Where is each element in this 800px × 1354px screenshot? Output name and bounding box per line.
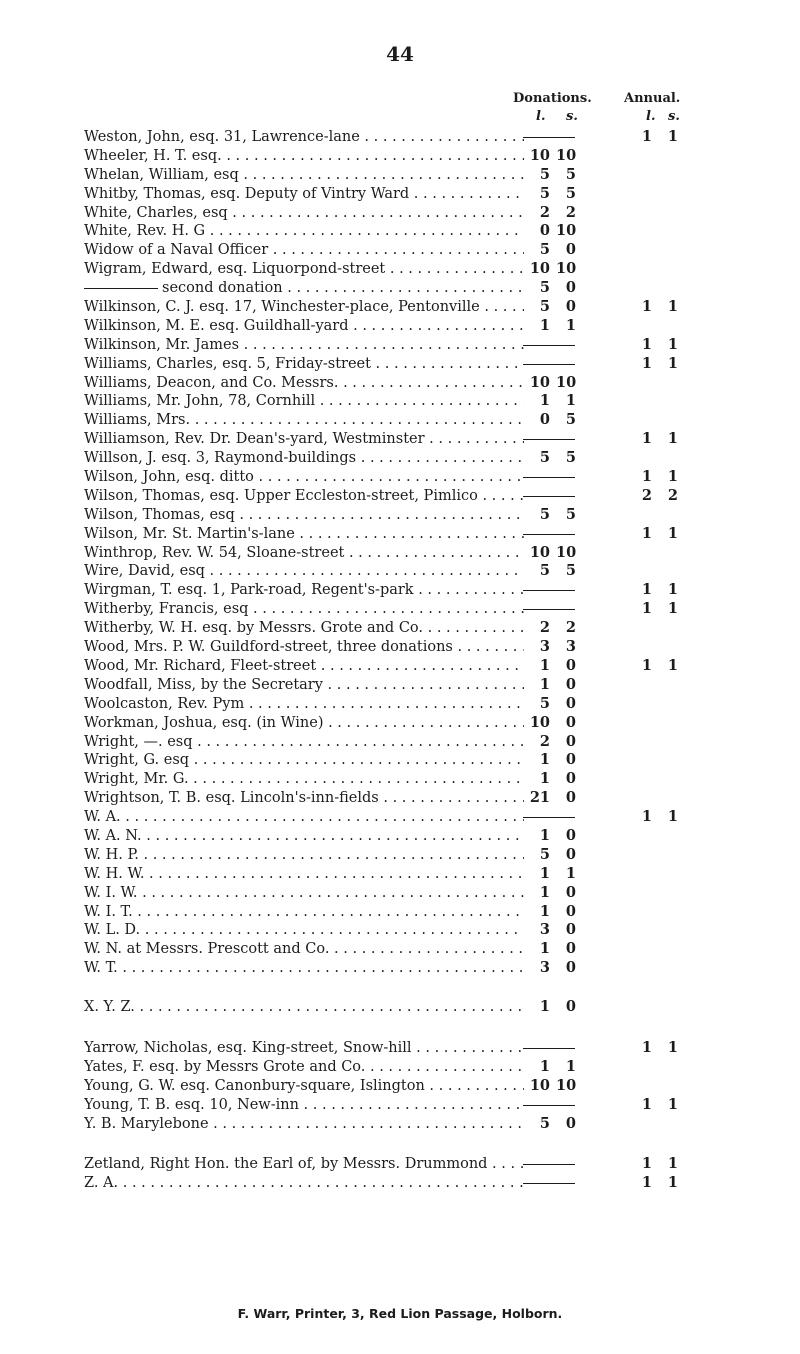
- subscriber-name-text: Wigram, Edward, esq. Liquorpond-street: [84, 261, 386, 278]
- subscriber-list: [0, 128, 800, 1193]
- subscriber-name-text: Williamson, Rev. Dr. Dean's-yard, Westminster: [84, 431, 425, 448]
- subscriber-name: [84, 808, 524, 827]
- list-item: [0, 581, 800, 600]
- donation-blank-dash: [523, 534, 575, 535]
- subscriber-name-text: W. T.: [84, 960, 118, 977]
- list-item: [0, 657, 800, 676]
- donation-shillings: 10: [556, 260, 577, 278]
- subscriber-name-text: Wilkinson, C. J. esq. 17, Winchester-place, Pentonville: [84, 299, 480, 316]
- donation-blank-dash: [523, 496, 575, 497]
- donation-pounds: 1: [539, 675, 550, 693]
- list-item: [0, 147, 800, 166]
- donation-pounds: 3: [539, 638, 550, 656]
- donations-pounds-header: l.: [536, 109, 546, 124]
- list-item: [0, 940, 800, 959]
- annual-shillings: 1: [667, 354, 678, 372]
- annual-pounds: 1: [641, 524, 652, 542]
- donation-blank-dash: [523, 137, 575, 138]
- list-item: [0, 241, 800, 260]
- donation-shillings: 5: [565, 562, 576, 580]
- subscriber-name: [84, 260, 524, 279]
- subscriber-name: [84, 846, 524, 865]
- donation-pounds: 1: [539, 902, 550, 920]
- annual-shillings: 1: [667, 581, 678, 599]
- subscriber-name-text: Wright, G. esq: [84, 752, 190, 769]
- subscriber-name-text: second donation: [162, 280, 283, 297]
- subscriber-name-text: W. A. N.: [84, 827, 142, 844]
- subscriber-name-text: Wilkinson, Mr. James: [84, 336, 240, 353]
- subscriber-name-text: Wheeler, H. T. esq.: [84, 147, 222, 164]
- annual-pounds: 1: [641, 354, 652, 372]
- subscriber-name-text: W. N. at Messrs. Prescott and Co.: [84, 941, 330, 958]
- subscriber-name-text: Wilkinson, M. E. esq. Guildhall-yard: [84, 317, 349, 334]
- donation-blank-dash: [523, 609, 575, 610]
- annual-shillings: 1: [667, 430, 678, 448]
- list-item: [0, 298, 800, 317]
- subscriber-name-text: Wilson, Thomas, esq: [84, 506, 235, 523]
- subscriber-name-text: Workman, Joshua, esq. (in Wine): [84, 714, 324, 731]
- donation-shillings: 0: [565, 1114, 576, 1132]
- donation-pounds: 5: [539, 165, 550, 183]
- annual-pounds-header: l.: [646, 109, 656, 124]
- donation-pounds: 5: [539, 562, 550, 580]
- subscriber-name: [84, 374, 524, 393]
- annual-pounds: 1: [641, 1095, 652, 1113]
- subscriber-name-text: W. A.: [84, 809, 121, 826]
- donation-shillings: 0: [565, 883, 576, 901]
- subscriber-name: [84, 241, 524, 260]
- donation-shillings: 0: [565, 241, 576, 259]
- donation-shillings: 0: [565, 675, 576, 693]
- list-item: [0, 1174, 800, 1193]
- list-item: [0, 468, 800, 487]
- donation-shillings: 0: [565, 713, 576, 731]
- donation-blank-dash: [523, 345, 575, 346]
- subscriber-name: [84, 1096, 524, 1115]
- list-item: [0, 959, 800, 978]
- subscriber-name-text: W. I. W.: [84, 884, 138, 901]
- printer-imprint: F. Warr, Printer, 3, Red Lion Passage, Holborn.: [237, 1306, 563, 1321]
- annual-pounds: 1: [641, 335, 652, 353]
- list-item: [0, 430, 800, 449]
- subscriber-name-text: Wilson, Mr. St. Martin's-lane: [84, 525, 295, 542]
- donation-shillings: 10: [556, 222, 577, 240]
- subscriber-name: [84, 128, 524, 147]
- list-item: [0, 998, 800, 1017]
- subscriber-name: [84, 619, 524, 638]
- subscriber-name: [84, 714, 524, 733]
- annual-shillings: 1: [667, 1155, 678, 1173]
- list-item: [0, 487, 800, 506]
- subscriber-name: [84, 789, 524, 808]
- donation-shillings: 10: [556, 373, 577, 391]
- donation-pounds: 1: [539, 316, 550, 334]
- list-item: [0, 846, 800, 865]
- subscriber-name: [84, 185, 524, 204]
- annual-shillings: 1: [667, 524, 678, 542]
- donation-shillings: 5: [565, 449, 576, 467]
- subscriber-name: [84, 411, 524, 430]
- list-item: [0, 1058, 800, 1077]
- subscriber-name: [84, 298, 524, 317]
- list-item: [0, 392, 800, 411]
- list-item: [0, 1096, 800, 1115]
- annual-shillings: 1: [667, 1095, 678, 1113]
- list-item: [0, 600, 800, 619]
- list-item: [0, 260, 800, 279]
- subscriber-name-text: Z. A.: [84, 1175, 119, 1192]
- donation-blank-dash: [523, 817, 575, 818]
- subscriber-name: [84, 1077, 524, 1096]
- list-item: [0, 903, 800, 922]
- list-item: [0, 562, 800, 581]
- subscriber-name: [84, 355, 524, 374]
- subscriber-name: [84, 525, 524, 544]
- list-item: [0, 827, 800, 846]
- donation-pounds: 10: [529, 1076, 550, 1094]
- subscriber-name-text: Williams, Charles, esq. 5, Friday-street: [84, 355, 371, 372]
- list-item: [0, 222, 800, 241]
- donation-pounds: 2: [539, 732, 550, 750]
- list-item: [0, 317, 800, 336]
- subscriber-name-text: W. H. W.: [84, 865, 145, 882]
- subscriber-name-text: Zetland, Right Hon. the Earl of, by Messrs. Drummond: [84, 1156, 488, 1173]
- subscriber-name-text: W. I. T.: [84, 903, 133, 920]
- subscriber-name: [84, 940, 524, 959]
- subscriber-name-text: Witherby, Francis, esq: [84, 601, 249, 618]
- donation-pounds: 10: [529, 543, 550, 561]
- donation-blank-dash: [523, 1164, 575, 1165]
- subscriber-name-text: Yates, F. esq. by Messrs Grote and Co.: [84, 1058, 366, 1075]
- donation-pounds: 5: [539, 298, 550, 316]
- annual-shillings: 2: [667, 486, 678, 504]
- list-item: [0, 808, 800, 827]
- donation-pounds: 2: [539, 619, 550, 637]
- donations-shillings-header: s.: [566, 109, 578, 124]
- subscriber-name: [84, 506, 524, 525]
- donation-pounds: 5: [539, 845, 550, 863]
- subscriber-name-text: Whitby, Thomas, esq. Deputy of Vintry Ward: [84, 185, 410, 202]
- donation-pounds: 1: [539, 864, 550, 882]
- subscriber-name: [84, 959, 524, 978]
- donation-pounds: 1: [539, 751, 550, 769]
- subscriber-name-text: Young, G. W. esq. Canonbury-square, Islington: [84, 1077, 425, 1094]
- annual-pounds: 1: [641, 430, 652, 448]
- annual-shillings-header: s.: [668, 109, 680, 124]
- group-spacer: [0, 1133, 800, 1155]
- subscriber-name: [84, 865, 524, 884]
- subscriber-name-text: W. L. D.: [84, 922, 141, 939]
- list-item: [0, 279, 800, 298]
- subscriber-name-text: Williams, Mr. John, 78, Cornhill: [84, 393, 316, 410]
- donation-pounds: 10: [529, 713, 550, 731]
- list-item: [0, 676, 800, 695]
- subscriber-name: [84, 1039, 524, 1058]
- donation-shillings: 0: [565, 279, 576, 297]
- annual-shillings: 1: [667, 335, 678, 353]
- list-item: [0, 733, 800, 752]
- donation-blank-dash: [523, 1183, 575, 1184]
- subscriber-name-text: White, Charles, esq: [84, 204, 228, 221]
- donation-blank-dash: [523, 477, 575, 478]
- donation-pounds: 5: [539, 184, 550, 202]
- subscriber-name-text: Wright, —. esq: [84, 733, 193, 750]
- subscriber-name: [84, 562, 524, 581]
- subscriber-name-text: Woodfall, Miss, by the Secretary: [84, 676, 323, 693]
- donation-shillings: 10: [556, 1076, 577, 1094]
- subscriber-name-text: Wirgman, T. esq. 1, Park-road, Regent's-park: [84, 582, 414, 599]
- subscriber-name-text: Wire, David, esq: [84, 563, 205, 580]
- annual-pounds: 1: [641, 298, 652, 316]
- donation-shillings: 0: [565, 845, 576, 863]
- donation-pounds: 0: [539, 222, 550, 240]
- annual-pounds: 1: [641, 1174, 652, 1192]
- subscriber-name-text: Wrightson, T. B. esq. Lincoln's-inn-fields: [84, 790, 379, 807]
- list-item: [0, 411, 800, 430]
- subscriber-name-text: Williams, Mrs.: [84, 412, 191, 429]
- subscriber-name-text: Willson, J. esq. 3, Raymond-buildings: [84, 450, 357, 467]
- list-item: [0, 1077, 800, 1096]
- annual-shillings: 1: [667, 128, 678, 145]
- list-item: [0, 714, 800, 733]
- list-item: [0, 166, 800, 185]
- donation-shillings: 2: [565, 203, 576, 221]
- donation-pounds: 1: [539, 656, 550, 674]
- subscriber-name: [84, 827, 524, 846]
- donation-pounds: 10: [529, 146, 550, 164]
- donation-pounds: 5: [539, 279, 550, 297]
- list-item: [0, 619, 800, 638]
- page-number: 44: [386, 42, 414, 66]
- annual-shillings: 1: [667, 1038, 678, 1056]
- subscriber-name: [84, 487, 524, 506]
- subscriber-name-text: Y. B. Marylebone: [84, 1115, 209, 1132]
- subscriber-name: [84, 581, 524, 600]
- donation-shillings: 0: [565, 656, 576, 674]
- donation-pounds: 21: [529, 789, 550, 807]
- donations-header: Donations.: [513, 91, 592, 106]
- subscriber-name: [84, 392, 524, 411]
- list-item: [0, 1155, 800, 1174]
- donation-shillings: 3: [565, 638, 576, 656]
- donation-shillings: 10: [556, 543, 577, 561]
- donation-shillings: 0: [565, 940, 576, 958]
- annual-shillings: 1: [667, 600, 678, 618]
- list-item: [0, 374, 800, 393]
- donation-blank-dash: [523, 1048, 575, 1049]
- list-item: [0, 1039, 800, 1058]
- subscriber-name-text: X. Y. Z.: [84, 999, 135, 1016]
- annual-header: Annual.: [624, 91, 681, 106]
- annual-shillings: 1: [667, 1174, 678, 1192]
- subscriber-name: [84, 279, 524, 298]
- list-item: [0, 336, 800, 355]
- donation-pounds: 5: [539, 449, 550, 467]
- donation-pounds: 1: [539, 998, 550, 1016]
- donation-pounds: 5: [539, 241, 550, 259]
- donation-shillings: 2: [565, 619, 576, 637]
- donation-pounds: 1: [539, 392, 550, 410]
- donation-pounds: 3: [539, 921, 550, 939]
- donation-pounds: 1: [539, 770, 550, 788]
- subscriber-name-text: Wright, Mr. G.: [84, 771, 189, 788]
- subscriber-name: [84, 998, 524, 1017]
- subscriber-name: [84, 147, 524, 166]
- list-item: [0, 770, 800, 789]
- subscriber-name: [84, 600, 524, 619]
- list-item: [0, 355, 800, 374]
- subscriber-name: [84, 770, 524, 789]
- subscriber-name: [84, 430, 524, 449]
- subscriber-name: [84, 336, 524, 355]
- annual-shillings: 1: [667, 808, 678, 826]
- annual-pounds: 2: [641, 486, 652, 504]
- subscriber-name: [84, 657, 524, 676]
- donation-shillings: 0: [565, 959, 576, 977]
- subscriber-name: [84, 1174, 524, 1193]
- subscriber-name-text: Wilson, John, esq. ditto: [84, 469, 254, 486]
- subscriber-name-text: Weston, John, esq. 31, Lawrence-lane: [84, 129, 360, 145]
- subscriber-name: [84, 695, 524, 714]
- donation-shillings: 5: [565, 165, 576, 183]
- donation-shillings: 10: [556, 146, 577, 164]
- donation-shillings: 5: [565, 184, 576, 202]
- subscriber-name: [84, 468, 524, 487]
- donation-shillings: 5: [565, 505, 576, 523]
- list-item: [0, 185, 800, 204]
- annual-pounds: 1: [641, 656, 652, 674]
- group-spacer: [0, 1017, 800, 1039]
- subscriber-name: [84, 921, 524, 940]
- subscriber-name: [84, 204, 524, 223]
- subscriber-name-text: Witherby, W. H. esq. by Messrs. Grote and Co.: [84, 620, 424, 637]
- donation-pounds: 1: [539, 883, 550, 901]
- subscriber-name-text: Widow of a Naval Officer: [84, 242, 269, 259]
- donation-shillings: 0: [565, 298, 576, 316]
- list-item: [0, 128, 800, 147]
- donation-pounds: 2: [539, 203, 550, 221]
- annual-pounds: 1: [641, 468, 652, 486]
- donation-shillings: 1: [565, 864, 576, 882]
- donation-blank-dash: [523, 590, 575, 591]
- donation-blank-dash: [523, 439, 575, 440]
- subscriber-name: [84, 733, 524, 752]
- donation-pounds: 10: [529, 373, 550, 391]
- list-item: [0, 525, 800, 544]
- subscriber-name-text: Young, T. B. esq. 10, New-inn: [84, 1096, 299, 1113]
- donation-shillings: 0: [565, 789, 576, 807]
- subscriber-name-text: Wood, Mr. Richard, Fleet-street: [84, 657, 317, 674]
- list-item: [0, 789, 800, 808]
- donation-shillings: 0: [565, 826, 576, 844]
- subscriber-name: [84, 222, 524, 241]
- donation-pounds: 1: [539, 826, 550, 844]
- donation-pounds: 1: [539, 940, 550, 958]
- ditto-rule: [84, 288, 158, 289]
- annual-shillings: 1: [667, 468, 678, 486]
- subscriber-name: [84, 903, 524, 922]
- group-spacer: [0, 978, 800, 998]
- list-item: [0, 638, 800, 657]
- annual-pounds: 1: [641, 600, 652, 618]
- list-item: [0, 1115, 800, 1134]
- subscriber-name: [84, 449, 524, 468]
- donation-shillings: 1: [565, 316, 576, 334]
- donation-pounds: 0: [539, 411, 550, 429]
- subscriber-name: [84, 544, 524, 563]
- subscriber-name: [84, 1155, 524, 1174]
- subscriber-name: [84, 1115, 524, 1134]
- subscriber-name: [84, 317, 524, 336]
- subscriber-name-text: Williams, Deacon, and Co. Messrs.: [84, 374, 339, 391]
- list-item: [0, 884, 800, 903]
- subscriber-name-text: Yarrow, Nicholas, esq. King-street, Snow-hill: [84, 1039, 412, 1056]
- subscriber-name-text: Wood, Mrs. P. W. Guildford-street, three donations: [84, 639, 453, 656]
- donation-blank-dash: [523, 1105, 575, 1106]
- subscriber-name-text: Wilson, Thomas, esq. Upper Eccleston-street, Pimlico: [84, 487, 478, 504]
- donation-pounds: 1: [539, 1057, 550, 1075]
- subscriber-name-text: White, Rev. H. G: [84, 223, 206, 240]
- list-item: [0, 695, 800, 714]
- annual-pounds: 1: [641, 1155, 652, 1173]
- donation-shillings: 0: [565, 732, 576, 750]
- annual-pounds: 1: [641, 581, 652, 599]
- list-item: [0, 449, 800, 468]
- donation-shillings: 5: [565, 411, 576, 429]
- list-item: [0, 865, 800, 884]
- subscriber-name: [84, 166, 524, 185]
- subscriber-name: [84, 676, 524, 695]
- subscriber-name: [84, 638, 524, 657]
- list-item: [0, 204, 800, 223]
- list-item: [0, 544, 800, 563]
- list-item: [0, 506, 800, 525]
- list-item: [0, 751, 800, 770]
- donation-shillings: 0: [565, 921, 576, 939]
- subscriber-name: [84, 884, 524, 903]
- subscriber-name-text: Winthrop, Rev. W. 54, Sloane-street: [84, 544, 345, 561]
- annual-pounds: 1: [641, 808, 652, 826]
- donation-shillings: 0: [565, 902, 576, 920]
- donation-shillings: 0: [565, 751, 576, 769]
- column-headers: [0, 91, 800, 129]
- annual-pounds: 1: [641, 1038, 652, 1056]
- donation-pounds: 3: [539, 959, 550, 977]
- donation-shillings: 1: [565, 392, 576, 410]
- donation-shillings: 0: [565, 694, 576, 712]
- subscriber-name-text: Woolcaston, Rev. Pym: [84, 695, 245, 712]
- donation-pounds: 5: [539, 694, 550, 712]
- donation-shillings: 0: [565, 770, 576, 788]
- donation-shillings: 0: [565, 998, 576, 1016]
- subscriber-name-text: Whelan, William, esq: [84, 166, 239, 183]
- donation-pounds: 10: [529, 260, 550, 278]
- annual-pounds: 1: [641, 128, 652, 145]
- subscriber-name-text: W. H. P.: [84, 846, 139, 863]
- donation-blank-dash: [523, 364, 575, 365]
- list-item: [0, 921, 800, 940]
- annual-shillings: 1: [667, 656, 678, 674]
- donation-pounds: 5: [539, 505, 550, 523]
- donation-shillings: 1: [565, 1057, 576, 1075]
- donation-pounds: 5: [539, 1114, 550, 1132]
- annual-shillings: 1: [667, 298, 678, 316]
- subscriber-name: [84, 751, 524, 770]
- subscriber-name: [84, 1058, 524, 1077]
